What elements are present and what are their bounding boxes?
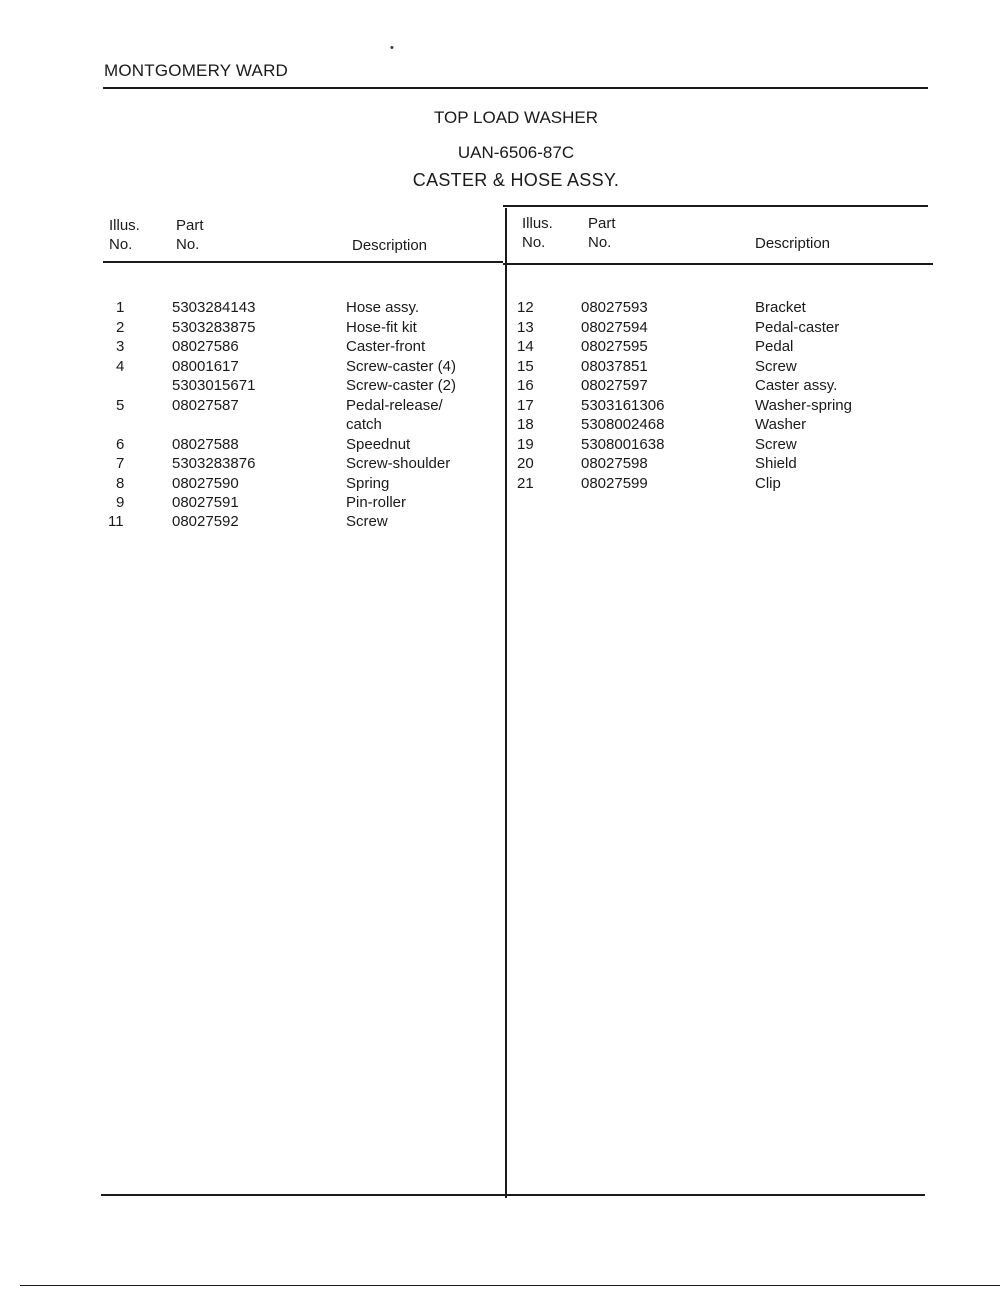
- table-top-rule: [503, 205, 928, 207]
- illus-number: 11: [108, 513, 124, 530]
- table-row: [0, 454, 1000, 473]
- part-number: 5308002468: [581, 416, 665, 433]
- left-header-rule: [103, 261, 503, 263]
- left-header-part: [176, 216, 204, 254]
- part-description: Caster-front: [346, 338, 426, 355]
- illus-number: 17: [517, 397, 534, 414]
- part-description: Screw: [346, 513, 388, 530]
- illus-number: 14: [517, 338, 534, 355]
- part-number: 08037851: [581, 358, 648, 375]
- illus-number: 1: [116, 299, 125, 316]
- illus-number: 4: [116, 358, 125, 375]
- part-number: 08027594: [581, 319, 648, 336]
- part-number: 08027592: [172, 513, 239, 530]
- illus-number: 16: [517, 377, 534, 394]
- left-header-description: Description: [352, 237, 428, 254]
- table-row: [0, 512, 505, 531]
- right-header-illus-line2: No.: [522, 234, 546, 251]
- brand-name: MONTGOMERY WARD: [104, 61, 289, 80]
- model-number: UAN-6506-87C: [457, 143, 575, 162]
- part-number: 08027591: [172, 494, 239, 511]
- left-header-part-line2: No.: [176, 236, 200, 253]
- part-number: 5303284143: [172, 299, 256, 316]
- scan-speck: •: [390, 42, 394, 54]
- table-row: [0, 337, 1000, 356]
- part-description: Pedal-caster: [755, 319, 840, 336]
- illus-number: 3: [116, 338, 125, 355]
- part-description: Washer-spring: [755, 397, 852, 414]
- illus-number: 21: [517, 475, 534, 492]
- illus-number: 7: [116, 455, 125, 472]
- table-row: [0, 376, 1000, 395]
- part-description: Washer: [755, 416, 807, 433]
- part-number: 5303283876: [172, 455, 256, 472]
- illus-number: 20: [517, 455, 534, 472]
- part-number: 08027599: [581, 475, 648, 492]
- part-number: 5303161306: [581, 397, 665, 414]
- part-description: Hose-fit kit: [346, 319, 417, 336]
- illus-number: 2: [116, 319, 125, 336]
- part-description: Bracket: [755, 299, 806, 316]
- section-title: CASTER & HOSE ASSY.: [412, 170, 620, 190]
- illus-number: 15: [517, 358, 534, 375]
- part-number: 08027598: [581, 455, 648, 472]
- part-description: Spring: [346, 475, 390, 492]
- right-header-part: [588, 214, 616, 252]
- part-description: Screw: [755, 436, 797, 453]
- part-description: Screw-shoulder: [346, 455, 451, 472]
- part-description: Screw-caster (4): [346, 358, 457, 375]
- illus-number: 12: [517, 299, 534, 316]
- part-number: 08027588: [172, 436, 239, 453]
- illus-number: 6: [116, 436, 125, 453]
- illus-number: 13: [517, 319, 534, 336]
- part-description: Pin-roller: [346, 494, 407, 511]
- illus-number: 8: [116, 475, 125, 492]
- illus-number: 9: [116, 494, 125, 511]
- left-header-illus-line2: No.: [109, 236, 133, 253]
- part-description: catch: [346, 416, 382, 433]
- page-edge-rule: [20, 1285, 1000, 1286]
- part-number: 08027587: [172, 397, 239, 414]
- part-number: 08027595: [581, 338, 648, 355]
- part-description: Caster assy.: [755, 377, 838, 394]
- table-row: [0, 298, 1000, 317]
- left-header-illus-line1: Illus.: [109, 217, 140, 234]
- part-description: Screw: [755, 358, 797, 375]
- part-number: 08027593: [581, 299, 648, 316]
- part-number: 08027590: [172, 475, 239, 492]
- part-number: 5303015671: [172, 377, 256, 394]
- right-header-description: Description: [755, 235, 831, 252]
- right-header-rule: [503, 263, 933, 265]
- part-number: 5303283875: [172, 319, 256, 336]
- table-row: [0, 396, 1000, 415]
- part-description: Speednut: [346, 436, 411, 453]
- part-number: 5308001638: [581, 436, 665, 453]
- illus-number: 18: [517, 416, 534, 433]
- left-header-illus: [109, 216, 140, 254]
- part-description: Pedal-release/: [346, 397, 443, 414]
- table-row: [0, 415, 1000, 434]
- right-header-illus-line1: Illus.: [522, 215, 553, 232]
- part-description: Shield: [755, 455, 797, 472]
- part-number: 08027586: [172, 338, 239, 355]
- right-header-illus: [522, 214, 553, 252]
- document-title: TOP LOAD WASHER: [433, 108, 599, 127]
- part-description: Pedal: [755, 338, 794, 355]
- part-description: Hose assy.: [346, 299, 420, 316]
- illus-number: 5: [116, 397, 125, 414]
- right-header-part-line2: No.: [588, 234, 612, 251]
- part-description: Screw-caster (2): [346, 377, 457, 394]
- part-description: Clip: [755, 475, 781, 492]
- left-header-part-line1: Part: [176, 217, 204, 234]
- table-row: [0, 318, 1000, 337]
- part-number: 08027597: [581, 377, 648, 394]
- table-row: [0, 435, 1000, 454]
- table-row: [0, 493, 505, 512]
- table-row: [0, 474, 1000, 493]
- right-header-part-line1: Part: [588, 215, 616, 232]
- top-rule: [103, 87, 928, 89]
- illus-number: 19: [517, 436, 534, 453]
- part-number: 08001617: [172, 358, 239, 375]
- table-row: [0, 357, 1000, 376]
- bottom-rule: [101, 1194, 925, 1196]
